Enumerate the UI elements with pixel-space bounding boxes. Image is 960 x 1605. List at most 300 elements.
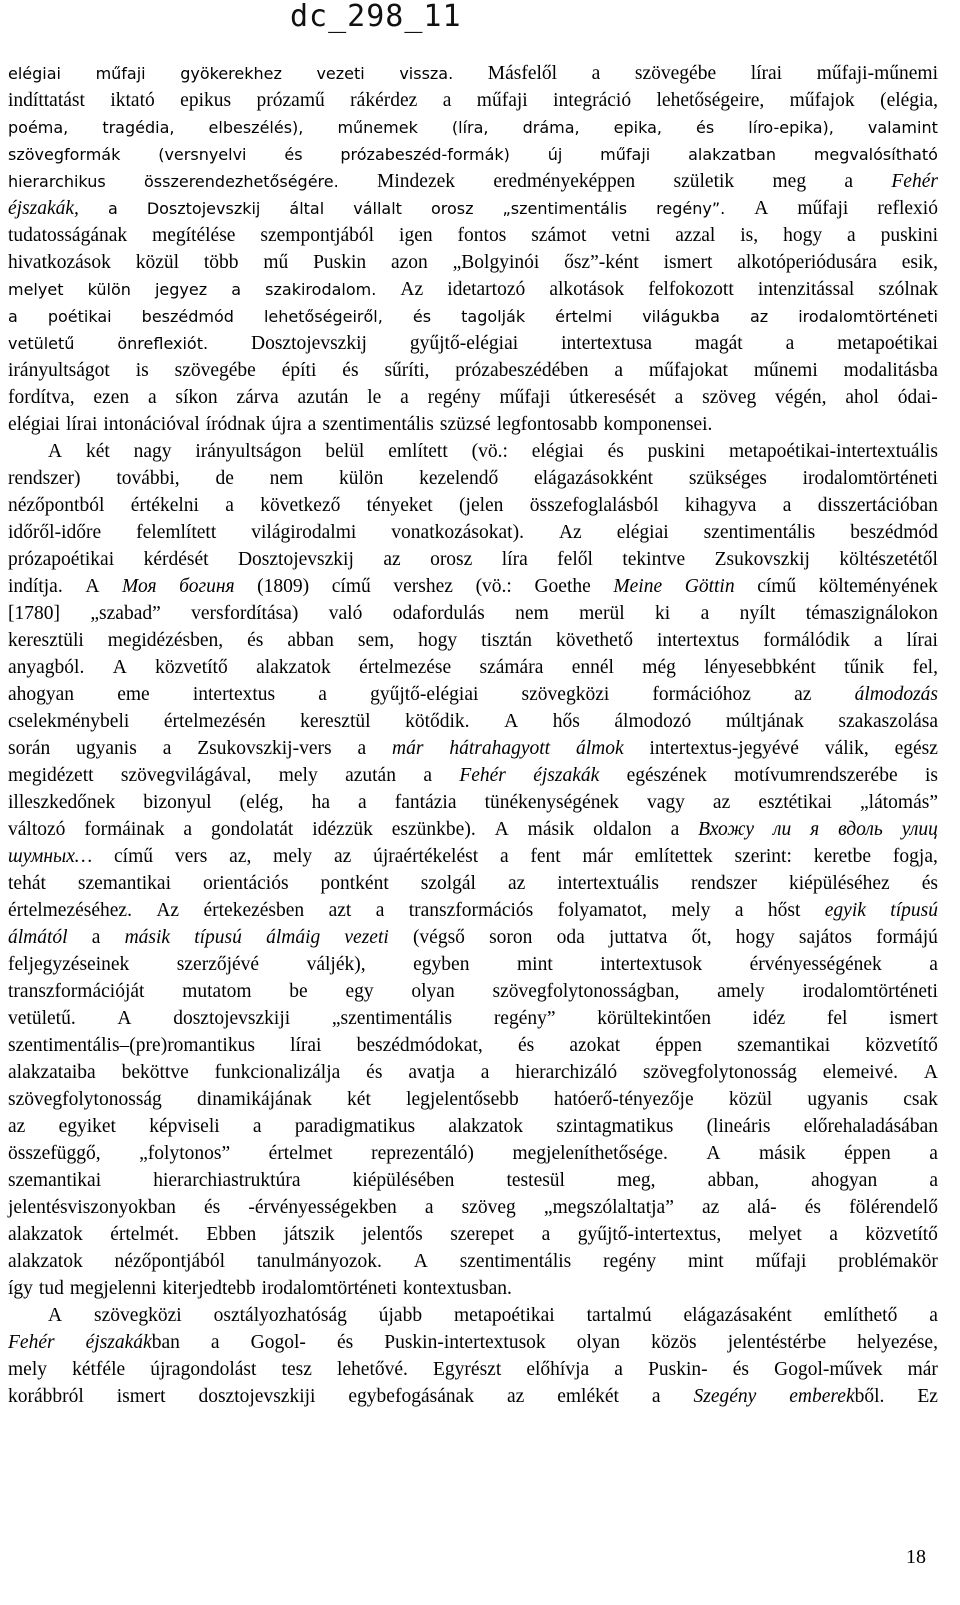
word: nézőpontból <box>8 495 105 516</box>
word: „szabad” <box>90 603 161 624</box>
word: mely <box>8 1359 47 1380</box>
word: említettek <box>634 846 713 867</box>
word: fordítva, <box>8 387 75 408</box>
word: a <box>674 387 684 408</box>
word: változó <box>8 819 66 840</box>
word: szövegébe <box>174 360 256 381</box>
body-text <box>8 60 938 1410</box>
word: a <box>541 1224 551 1245</box>
word: további, <box>116 468 180 489</box>
word: műnemek <box>337 118 418 137</box>
word: a <box>929 1143 938 1164</box>
word: sűríti, <box>384 360 430 381</box>
word: amely <box>717 981 765 1002</box>
word: ha <box>311 792 330 813</box>
word: Dosztojevszkij <box>146 199 261 218</box>
word: indíttatást <box>8 90 85 111</box>
word: nyílt <box>739 603 776 624</box>
word: időről-időre <box>8 522 102 543</box>
word: csak <box>903 1089 938 1110</box>
word: modalitásba <box>843 360 938 381</box>
word: Göttin <box>684 576 735 597</box>
word: metapoétikai <box>454 1305 555 1326</box>
word: Puskin- <box>648 1359 708 1380</box>
word: keresztül <box>300 711 371 732</box>
word: vetületű <box>8 334 75 353</box>
word: újabb <box>378 1305 423 1326</box>
word: közvetítő <box>155 657 228 678</box>
word: elégiai <box>8 64 61 83</box>
word: szintagmatikus <box>556 1116 674 1137</box>
word: szövegvilágával, <box>120 765 252 786</box>
word: osztályozhatóság <box>213 1305 347 1326</box>
word: és <box>366 1062 383 1083</box>
text-line <box>8 1167 938 1194</box>
word: múltjának <box>725 711 804 732</box>
word: irodalomtörténeti <box>802 468 938 489</box>
word: abban <box>287 630 334 651</box>
text-line <box>8 924 938 951</box>
word: regény”. <box>656 199 726 218</box>
word: előrehaladásában <box>803 1116 938 1137</box>
word: alakzatok <box>8 1251 83 1272</box>
word: intertextus <box>192 684 276 705</box>
word: alkotóperiódusára <box>737 252 877 273</box>
word: gyűjtő-elégiai <box>370 684 479 705</box>
word: vershez <box>393 576 453 597</box>
text-line <box>8 1248 938 1275</box>
word: az, <box>229 846 252 867</box>
word: idéz <box>752 1008 786 1029</box>
word: szövegközi <box>521 684 610 705</box>
word: műfaji <box>755 1251 807 1272</box>
word: Fehér <box>891 171 938 192</box>
word: testesül <box>506 1170 565 1191</box>
word: regény <box>603 1251 657 1272</box>
word: olyan <box>576 1332 621 1353</box>
word: váljék), <box>306 954 366 975</box>
word: vetni <box>611 225 651 246</box>
word: születik <box>673 171 735 192</box>
word: regény <box>427 387 481 408</box>
word: A <box>706 1143 721 1164</box>
word: (elégia, <box>880 90 938 111</box>
word: összefüggő, <box>8 1143 101 1164</box>
word: a <box>442 90 452 111</box>
word: jegyez <box>154 280 208 299</box>
word: tud <box>38 1278 64 1299</box>
word: oda <box>556 927 585 948</box>
word: mely <box>278 765 318 786</box>
word: tünékenységének <box>484 792 619 813</box>
word: megidézésben, <box>107 630 224 651</box>
word: újraértékelést <box>373 846 479 867</box>
word: éjszakákban <box>85 1332 180 1353</box>
text-line <box>8 465 938 492</box>
word: fogja, <box>892 846 938 867</box>
word: nem <box>515 603 549 624</box>
word: elégiai <box>531 441 584 462</box>
word: A <box>504 711 519 732</box>
text-line <box>8 249 938 276</box>
word: elágazásokként <box>533 468 654 489</box>
word: A <box>48 441 63 462</box>
word: a <box>734 900 744 921</box>
page-number: 18 <box>906 1546 926 1568</box>
word: és <box>732 1359 750 1380</box>
word: elemeivé. <box>822 1062 898 1083</box>
word: hatóerő-tényezője <box>553 1089 694 1110</box>
word: a <box>357 738 367 759</box>
word: felfokozott <box>648 279 734 300</box>
word: előhívja <box>526 1359 590 1380</box>
word: így <box>8 1278 33 1299</box>
word: már <box>907 1359 938 1380</box>
word: ki <box>655 603 671 624</box>
word: közül <box>135 252 180 273</box>
word: szólnak <box>878 279 938 300</box>
word: богиня <box>179 576 235 597</box>
word: az <box>8 1116 26 1137</box>
word: Ebben <box>206 1224 257 1245</box>
word: kötődik. <box>405 711 470 732</box>
word: értelmezésén <box>163 711 266 732</box>
word: Puskin <box>313 252 367 273</box>
word: (líra, <box>451 118 489 137</box>
word: (vö.: <box>475 576 512 597</box>
word: egész <box>894 738 938 759</box>
word: hős <box>552 711 580 732</box>
word: illeszkedőnek <box>8 792 116 813</box>
word: önreflexiót. <box>117 334 209 353</box>
word: A <box>117 1008 132 1029</box>
word: és <box>336 1332 354 1353</box>
word: műfaji <box>499 387 551 408</box>
word: melyet <box>748 1224 802 1245</box>
word: lírai <box>290 1035 322 1056</box>
word: az <box>794 684 812 705</box>
word: Mindezek <box>377 171 456 192</box>
word: Gogol- <box>250 1332 306 1353</box>
text-line <box>8 816 938 843</box>
word: korábbról <box>8 1386 84 1407</box>
text-line <box>8 573 938 600</box>
word: a <box>423 765 432 786</box>
word: вдоль <box>838 819 883 840</box>
word: a <box>846 225 856 246</box>
word: intertextusok <box>600 954 703 975</box>
word: a <box>929 954 938 975</box>
text-line <box>8 1356 938 1383</box>
word: intenzitással <box>757 279 855 300</box>
word: említhető <box>823 1305 898 1326</box>
text-line <box>8 1059 938 1086</box>
text-line <box>8 654 938 681</box>
text-line <box>8 843 938 870</box>
word: irányultságon <box>195 441 302 462</box>
word: felemlített <box>136 522 217 543</box>
word: a <box>480 1062 490 1083</box>
word: шумных… <box>8 846 93 867</box>
word: című <box>114 846 154 867</box>
word: éjszakák <box>533 765 600 786</box>
word: felől <box>557 549 593 570</box>
word: intertextus-jegyévé <box>649 738 799 759</box>
word: mely <box>273 846 313 867</box>
text-line <box>8 1140 938 1167</box>
word: pontként <box>320 873 389 894</box>
word: transzformációját <box>8 981 145 1002</box>
word: ismert <box>889 1008 938 1029</box>
word: dinamikájának <box>197 1089 312 1110</box>
word: mint <box>687 1251 724 1272</box>
word: szöveg <box>461 1197 516 1218</box>
word: líro-epika), <box>748 118 834 137</box>
word: prózabeszéd-formák) <box>340 145 510 164</box>
word: beköttve <box>121 1062 189 1083</box>
word: beszédmódokat, <box>356 1035 483 1056</box>
text-line <box>8 222 938 249</box>
word: az <box>506 1386 525 1407</box>
text-line <box>8 1086 938 1113</box>
word: rendszer) <box>8 468 81 489</box>
word: a <box>307 414 317 435</box>
word: fontos <box>457 225 507 246</box>
word: Szegény <box>693 1386 757 1407</box>
word: ugyanis <box>76 738 137 759</box>
word: formájú <box>876 927 938 948</box>
word: Az <box>558 522 582 543</box>
word: szakaszolása <box>838 711 938 732</box>
word: bizonyul <box>143 792 212 813</box>
word: a <box>829 1224 838 1245</box>
word: hogy <box>783 225 823 246</box>
word: feljegyzéseinek <box>8 954 130 975</box>
word: mutatom <box>182 981 252 1002</box>
word: szövegébe <box>634 63 717 84</box>
text-line <box>8 492 938 519</box>
word: puskini <box>647 441 706 462</box>
word: újragondolást <box>150 1359 257 1380</box>
word: formációhoz <box>652 684 751 705</box>
word: odafordulás <box>392 603 485 624</box>
word: hogy <box>735 927 775 948</box>
word: értekezésben <box>203 900 305 921</box>
word: gyökerekhez <box>180 64 282 83</box>
word: rendszer <box>691 873 758 894</box>
word: dráma, <box>522 118 580 137</box>
word: paradigmatikus <box>294 1116 416 1137</box>
word: dosztojevszkiji <box>173 1008 291 1029</box>
word: Dosztojevszkij <box>237 549 354 570</box>
word: alakzatok <box>448 1116 524 1137</box>
word: éppen <box>655 1035 702 1056</box>
text-line <box>8 627 938 654</box>
word: lényesebbként <box>704 657 816 678</box>
word: szövegközi <box>94 1305 182 1326</box>
word: költeményének <box>818 576 938 597</box>
word: tagolják <box>461 307 526 326</box>
word: végén, <box>775 387 827 408</box>
word: zárva <box>236 387 279 408</box>
word: két <box>85 441 110 462</box>
word: értelmet <box>268 1143 333 1164</box>
word: iktató <box>110 90 155 111</box>
word: értelmezéséhez. <box>8 900 132 921</box>
word: esik, <box>901 252 938 273</box>
word: disszertációban <box>817 495 938 516</box>
word: „folytonos” <box>139 1143 231 1164</box>
word: (jelen <box>459 495 504 516</box>
word: során <box>8 738 51 759</box>
word: alakzatok <box>256 657 331 678</box>
word: vezeti <box>344 927 389 948</box>
word: éjszakák, <box>8 198 79 219</box>
word: metapoétikai <box>837 333 938 354</box>
word: „megszólaltatja” <box>543 1197 674 1218</box>
text-line <box>8 978 938 1005</box>
word: A <box>494 819 509 840</box>
word: (elég, <box>239 792 284 813</box>
word: szentimentális–(pre)romantikus <box>8 1035 255 1056</box>
word: lehetőségeiről, <box>263 307 383 326</box>
word: közös <box>651 1332 697 1353</box>
word: be <box>289 981 308 1002</box>
word: már <box>582 846 613 867</box>
word: újra <box>271 414 302 435</box>
word: problémakör <box>838 1251 938 1272</box>
word: rákérdez <box>350 90 418 111</box>
word: alakzatban <box>688 145 776 164</box>
word: másik <box>527 819 575 840</box>
word: és <box>607 441 624 462</box>
text-line <box>8 1221 938 1248</box>
word: de <box>215 468 234 489</box>
word: a <box>651 1386 661 1407</box>
word: Gogol-művek <box>774 1359 883 1380</box>
word: helyezése, <box>857 1332 938 1353</box>
word: íródnak <box>205 414 266 435</box>
word: ismert <box>116 1386 166 1407</box>
word: „látomás” <box>860 792 938 813</box>
word: az <box>701 1197 720 1218</box>
word: a <box>252 1116 262 1137</box>
text-line <box>8 1383 938 1410</box>
text-line <box>8 1005 938 1032</box>
word: az <box>712 792 731 813</box>
text-line <box>8 411 938 438</box>
word: egészének <box>626 765 707 786</box>
word: a <box>844 171 854 192</box>
word: eme <box>117 684 150 705</box>
word: kiépüléséhez <box>789 873 890 894</box>
text-line <box>8 1302 938 1329</box>
word: szöveg <box>702 387 757 408</box>
word: melyet <box>8 280 64 299</box>
word: orientációs <box>202 873 289 894</box>
word: epika, <box>613 118 662 137</box>
word: tanulmányozok. <box>256 1251 382 1272</box>
text-line <box>8 357 938 384</box>
word: metapoétikai-intertextuális <box>728 441 938 462</box>
word: intonációval <box>103 414 200 435</box>
word: (versnyelvi <box>158 145 247 164</box>
word: és <box>696 118 715 137</box>
word: a <box>375 900 385 921</box>
word: szemantikai <box>737 1035 831 1056</box>
word: fölérendelő <box>849 1197 938 1218</box>
word: és <box>204 1197 221 1218</box>
word: reprezentáló) <box>371 1143 474 1164</box>
word: indítja. <box>8 576 63 597</box>
word: sajátos <box>798 927 852 948</box>
word: puskini <box>880 225 938 246</box>
word: is <box>924 765 938 786</box>
word: avatja <box>408 1062 455 1083</box>
word: és <box>517 1035 535 1056</box>
word: A <box>923 1062 938 1083</box>
word: a <box>231 280 242 299</box>
word: megvalósítható <box>813 145 938 164</box>
text-line <box>8 195 938 222</box>
word: megjeleníthetősége. <box>512 1143 668 1164</box>
word: reflexió <box>877 198 938 219</box>
word: meg <box>772 171 807 192</box>
word: ugyanis <box>807 1089 869 1110</box>
word: szentimentális <box>703 522 816 543</box>
word: legjelentősebb <box>406 1089 519 1110</box>
word: Az <box>156 900 180 921</box>
word: elégiai <box>8 414 60 435</box>
word: álmáig <box>266 927 321 948</box>
word: kétféle <box>72 1359 126 1380</box>
word: tűnik <box>844 657 885 678</box>
word: szövegfolytonosság <box>643 1062 797 1083</box>
word: regény” <box>493 1008 556 1029</box>
word: vállalt <box>353 199 402 218</box>
word: Fehér <box>459 765 506 786</box>
word: összefoglalásból <box>529 495 659 516</box>
word: kontextusban. <box>403 1278 512 1299</box>
word: vissza. <box>399 64 454 83</box>
word: gondolatát <box>210 819 294 840</box>
word: gyűjtő-elégiai <box>409 333 519 354</box>
word: a <box>929 1170 938 1191</box>
word: kihagyva <box>684 495 757 516</box>
word: „szentimentális <box>502 199 628 218</box>
word: értelmezése <box>359 657 452 678</box>
word: szempontjából <box>260 225 375 246</box>
text-line <box>8 114 938 141</box>
word: dosztojevszkiji <box>198 1386 316 1407</box>
word: intertextus <box>656 630 740 651</box>
text-line <box>8 60 938 87</box>
word: szükséges <box>688 468 767 489</box>
word: le <box>367 387 382 408</box>
word: következő <box>260 495 341 516</box>
text-line <box>8 951 938 978</box>
word: szentimentális <box>322 414 434 435</box>
word: műfaji <box>600 145 651 164</box>
word: éppen <box>844 1143 891 1164</box>
text-line <box>8 789 938 816</box>
text-line <box>8 141 938 168</box>
word: nem <box>269 468 304 489</box>
word: hivatkozások <box>8 252 111 273</box>
word: a <box>91 927 101 948</box>
word: ezen <box>93 387 130 408</box>
word: körültekintően <box>597 1008 711 1029</box>
